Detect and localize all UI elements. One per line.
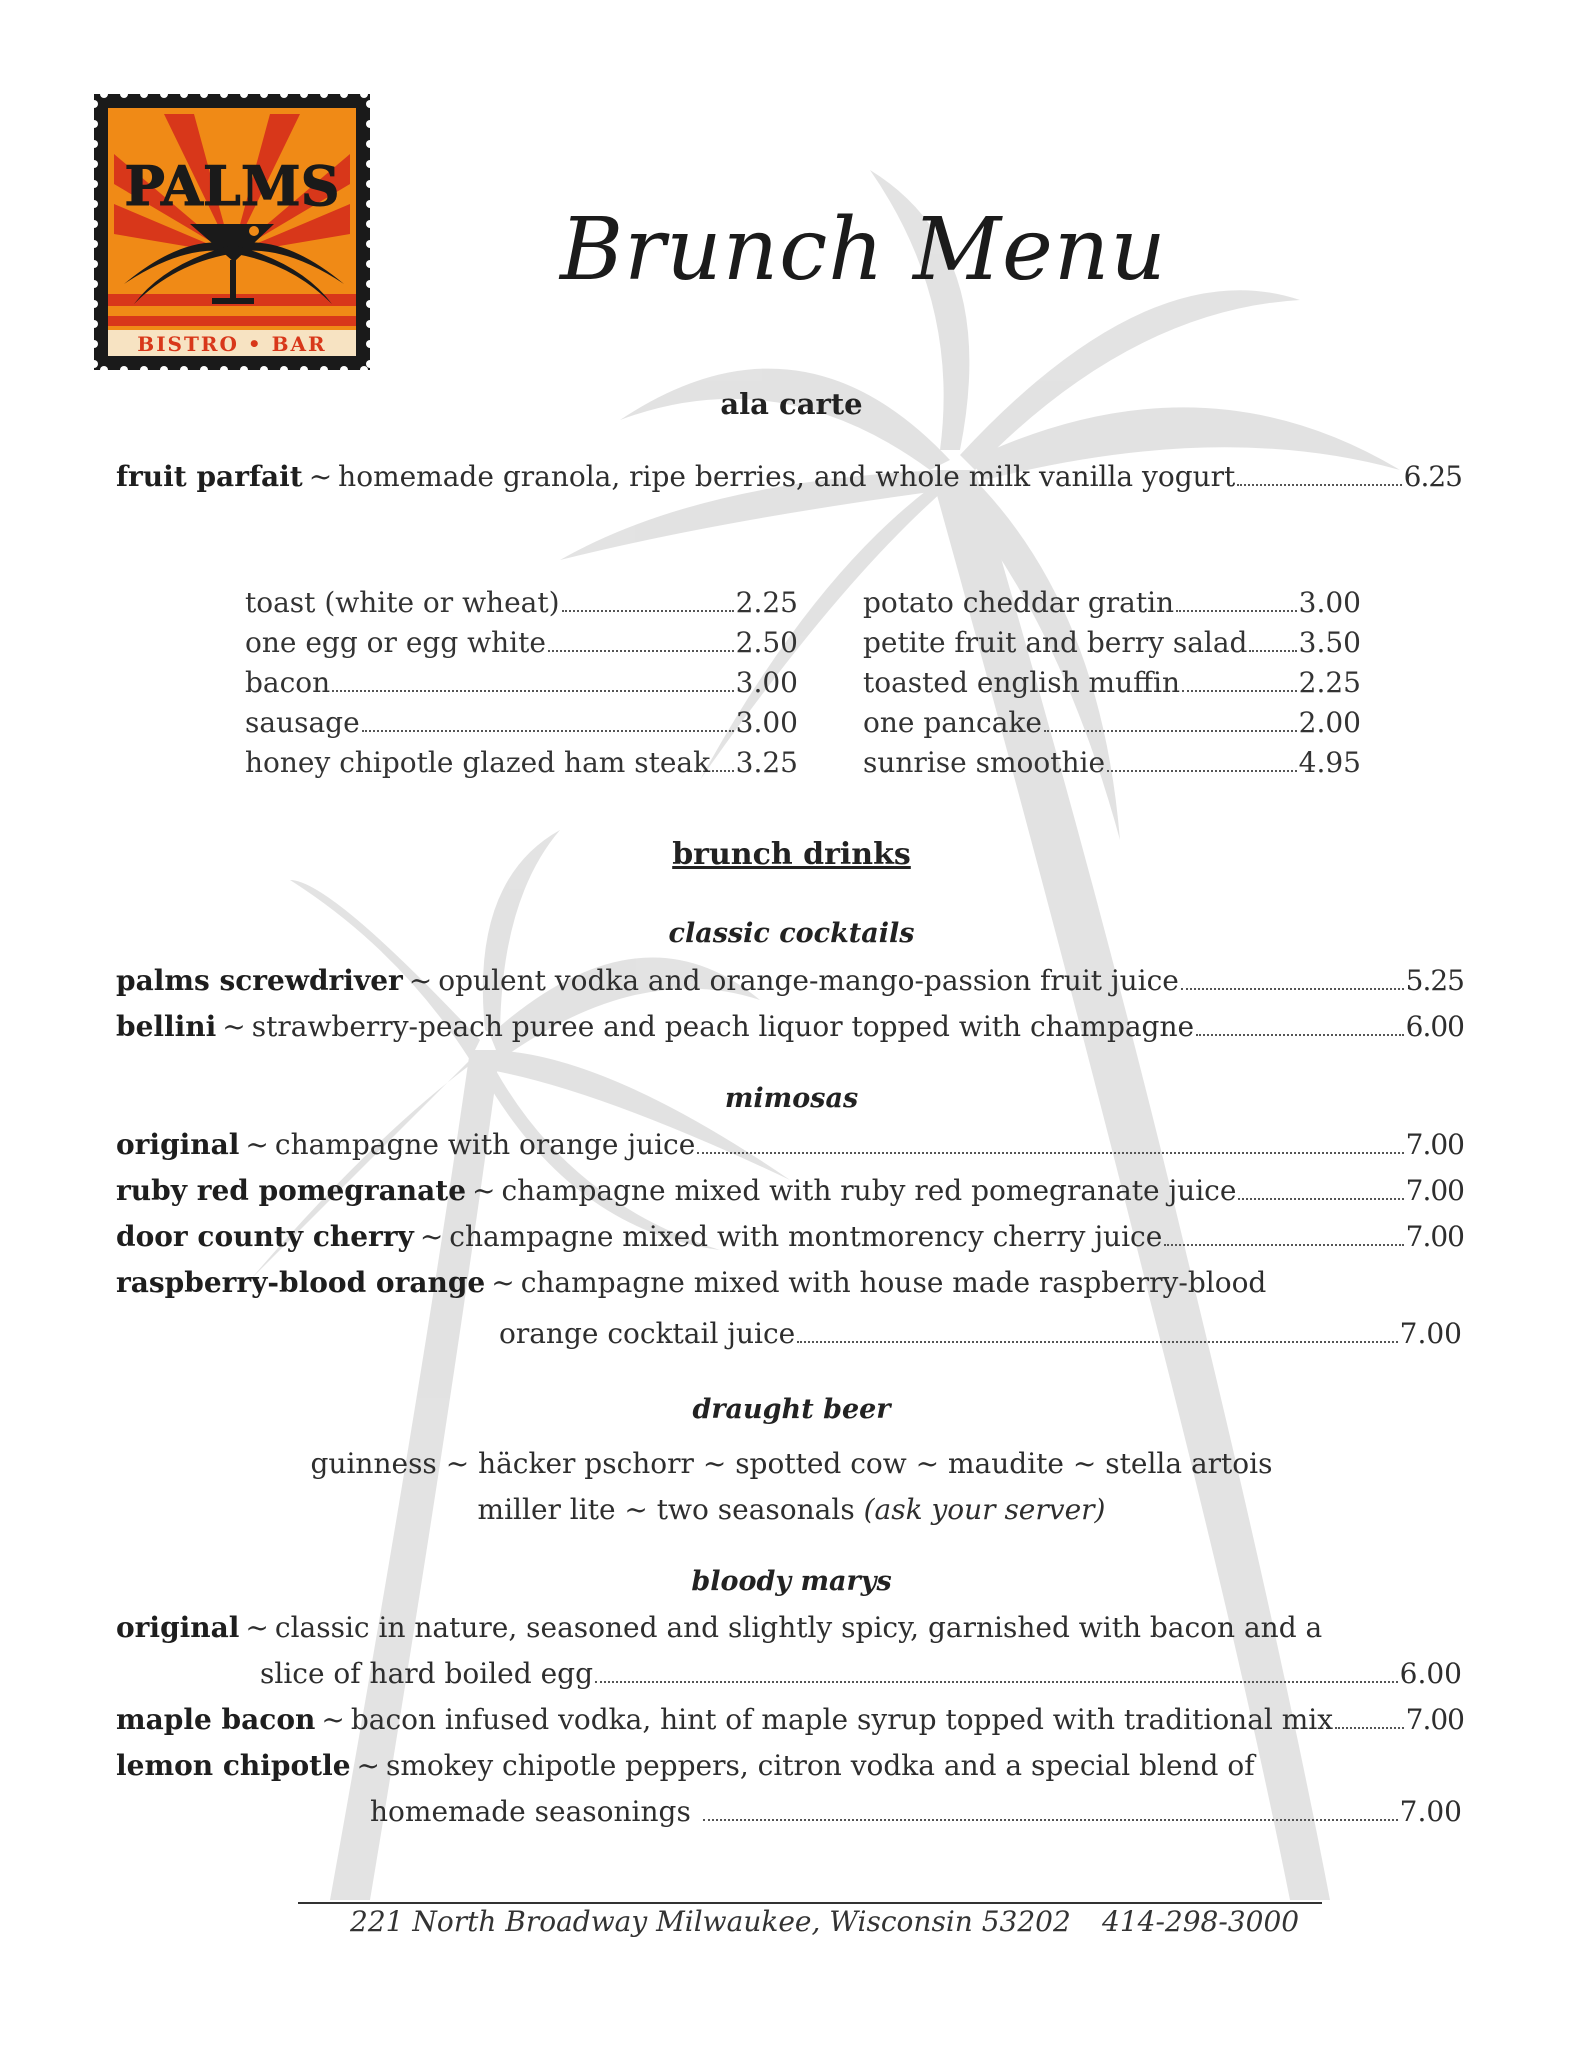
item-name: ruby red pomegranate [116, 1174, 467, 1207]
section-heading-ala-carte: ala carte [720, 387, 863, 421]
item-description: champagne mixed with house made raspberry-blood [520, 1266, 1267, 1299]
side-price: 3.25 [735, 746, 798, 779]
subheading-bloody-marys: bloody marys [691, 1566, 892, 1597]
dot-leader [1164, 1244, 1403, 1246]
item-description: champagne with orange juice [274, 1128, 696, 1161]
item-description: bacon infused vodka, hint of maple syrup topped with traditional mix [350, 1703, 1334, 1736]
item-name: lemon chipotle [116, 1749, 351, 1782]
item-description-continued: homemade seasonings [370, 1795, 691, 1828]
item-description: classic in nature, seasoned and slightly spicy, garnished with bacon and a [274, 1611, 1323, 1644]
item-description-continued: slice of hard boiled egg [260, 1657, 593, 1690]
side-item [863, 745, 1361, 781]
menu-item-door-county-cherry [116, 1219, 1464, 1255]
menu-item-bellini [116, 1009, 1464, 1045]
item-name: door county cherry [116, 1220, 414, 1253]
dot-leader [1181, 988, 1404, 990]
dot-leader [1238, 1198, 1403, 1200]
side-item [863, 585, 1361, 621]
side-price: 4.95 [1298, 746, 1361, 779]
item-price: 7.00 [1405, 1174, 1464, 1207]
dot-leader [712, 770, 734, 772]
dot-leader [797, 1341, 1397, 1343]
side-price: 2.25 [735, 586, 798, 619]
item-name: palms screwdriver [116, 964, 403, 997]
footer-divider [298, 1902, 1322, 1904]
dot-leader [1107, 770, 1297, 772]
dot-leader [362, 730, 734, 732]
item-name: raspberry-blood orange [116, 1266, 486, 1299]
item-price: 7.00 [1399, 1795, 1462, 1828]
side-name: toast (white or wheat) [245, 586, 560, 619]
dot-leader [562, 610, 734, 612]
side-name: one egg or egg white [245, 626, 546, 659]
menu-item-fruit-parfait [116, 459, 1462, 495]
subheading-draught-beer: draught beer [692, 1394, 891, 1425]
side-item [863, 665, 1361, 701]
footer-address: 221 North Broadway Milwaukee, Wisconsin 53202 [350, 1905, 1071, 1938]
section-heading-brunch-drinks: brunch drinks [672, 837, 911, 872]
beer-list-line-1: guinness ~ häcker pschorr ~ spotted cow ~ maudite ~ stella artois [310, 1447, 1273, 1480]
menu-item-raspberry-blood-orange [116, 1265, 1266, 1301]
item-price: 6.00 [1399, 1657, 1462, 1690]
item-price: 5.25 [1405, 964, 1464, 997]
side-price: 3.00 [735, 706, 798, 739]
subheading-mimosas: mimosas [724, 1083, 859, 1114]
side-name: sunrise smoothie [863, 746, 1106, 779]
dot-leader [1335, 1727, 1404, 1729]
side-name: toasted english muffin [863, 666, 1181, 699]
side-name: sausage [245, 706, 360, 739]
logo-wordmark: PALMS [124, 154, 340, 218]
item-description: champagne mixed with ruby red pomegranate juice [501, 1174, 1237, 1207]
logo-tagline: BISTRO • BAR [137, 332, 327, 356]
side-item [863, 705, 1361, 741]
item-description: champagne mixed with montmorency cherry juice [449, 1220, 1163, 1253]
side-price: 2.25 [1298, 666, 1361, 699]
menu-item-maple-bacon [116, 1702, 1464, 1738]
item-price: 7.00 [1405, 1128, 1464, 1161]
side-name: one pancake [863, 706, 1042, 739]
menu-item-continuation [370, 1794, 1462, 1830]
beer-list-note: (ask your server) [863, 1493, 1106, 1526]
subheading-classic-cocktails: classic cocktails [668, 918, 915, 949]
separator: ~ [321, 1703, 345, 1736]
item-name: original [116, 1128, 240, 1161]
item-name: maple bacon [116, 1703, 316, 1736]
dot-leader [1196, 1034, 1404, 1036]
side-name: petite fruit and berry salad [863, 626, 1248, 659]
item-name: bellini [116, 1010, 217, 1043]
dot-leader [1237, 484, 1401, 486]
item-price: 6.00 [1405, 1010, 1464, 1043]
menu-item-continuation [260, 1656, 1462, 1692]
item-description: strawberry-peach puree and peach liquor topped with champagne [251, 1010, 1195, 1043]
footer-phone: 414-298-3000 [1102, 1905, 1300, 1938]
menu-item-bloody-original [116, 1610, 1322, 1646]
separator: ~ [419, 1220, 444, 1253]
palms-logo [94, 94, 370, 370]
side-price: 3.00 [1298, 586, 1361, 619]
dot-leader [703, 1819, 1398, 1821]
side-item [245, 745, 798, 781]
side-item [245, 705, 798, 741]
separator: ~ [408, 964, 433, 997]
item-price: 7.00 [1405, 1703, 1464, 1736]
dot-leader [548, 650, 734, 652]
separator: ~ [491, 1266, 515, 1299]
menu-item-continuation [499, 1316, 1462, 1352]
dot-leader [697, 1152, 1403, 1154]
dot-leader [1249, 650, 1296, 652]
item-description: smokey chipotle peppers, citron vodka and a special blend of [386, 1749, 1255, 1782]
side-name: honey chipotle glazed ham steak [245, 746, 711, 779]
separator: ~ [308, 460, 333, 493]
item-name: original [116, 1611, 240, 1644]
dot-leader [1182, 690, 1297, 692]
separator: ~ [472, 1174, 496, 1207]
dot-leader [595, 1681, 1398, 1683]
item-price: 7.00 [1399, 1317, 1462, 1350]
side-name: potato cheddar gratin [863, 586, 1175, 619]
item-price: 6.25 [1403, 460, 1462, 493]
menu-item-lemon-chipotle [116, 1748, 1255, 1784]
item-description-continued: orange cocktail juice [499, 1317, 796, 1350]
separator: ~ [222, 1010, 246, 1043]
beer-list-text: miller lite ~ two seasonals [477, 1493, 855, 1526]
side-price: 2.50 [735, 626, 798, 659]
separator: ~ [245, 1611, 269, 1644]
dot-leader [1176, 610, 1297, 612]
separator: ~ [245, 1128, 269, 1161]
separator: ~ [356, 1749, 381, 1782]
dot-leader [1044, 730, 1297, 732]
side-price: 3.00 [735, 666, 798, 699]
side-item [863, 625, 1361, 661]
item-description: homemade granola, ripe berries, and whole milk vanilla yogurt [338, 460, 1236, 493]
menu-item-mimosa-original [116, 1127, 1464, 1163]
side-name: bacon [245, 666, 331, 699]
side-item [245, 625, 798, 661]
item-name: fruit parfait [116, 460, 303, 493]
side-price: 3.50 [1298, 626, 1361, 659]
side-price: 2.00 [1298, 706, 1361, 739]
page-title: Brunch Menu [560, 200, 1167, 300]
dot-leader [332, 690, 733, 692]
beer-list-line-2 [0, 1492, 1583, 1528]
side-item [245, 665, 798, 701]
item-price: 7.00 [1405, 1220, 1464, 1253]
menu-item-palms-screwdriver [116, 963, 1464, 999]
side-item [245, 585, 798, 621]
menu-item-ruby-red-pomegranate [116, 1173, 1464, 1209]
item-description: opulent vodka and orange-mango-passion fruit juice [438, 964, 1179, 997]
